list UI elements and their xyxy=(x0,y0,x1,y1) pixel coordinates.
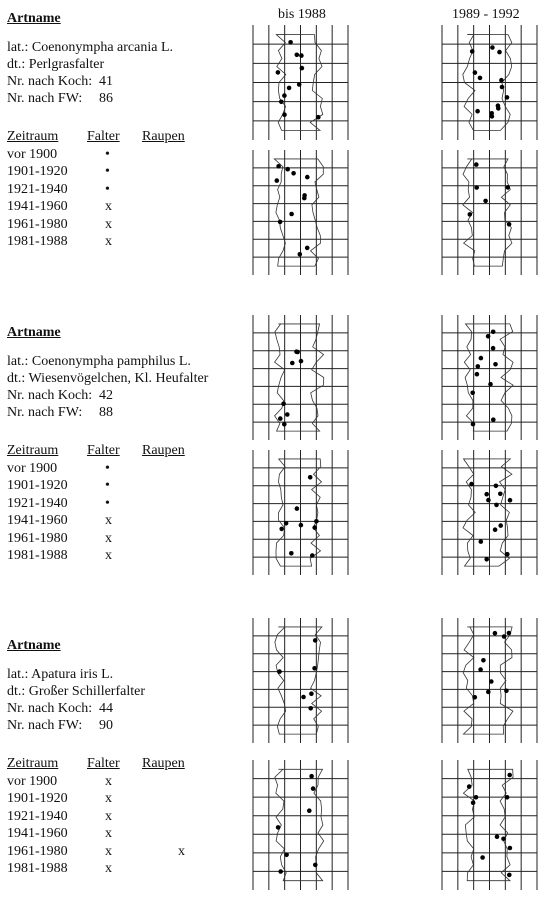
occurrence-dot xyxy=(475,372,480,377)
occurrence-dot xyxy=(506,185,511,190)
raupen-cell xyxy=(160,233,238,251)
latin-name: lat.: Coenonympha pamphilus L. xyxy=(7,354,191,369)
header-falter: Falter xyxy=(87,129,120,144)
fw-number: 90 xyxy=(99,718,113,733)
table-row xyxy=(7,843,238,861)
occurrence-dot xyxy=(499,78,504,83)
koch-number-line xyxy=(7,387,247,404)
table-row xyxy=(7,181,238,199)
header-falter: Falter xyxy=(87,443,120,458)
occurrence-dot xyxy=(494,484,499,489)
falter-cell: x xyxy=(105,843,112,859)
occurrence-dot xyxy=(493,527,498,532)
header-raupen: Raupen xyxy=(142,129,185,144)
table-row xyxy=(7,790,238,808)
occurrence-dot xyxy=(473,70,478,75)
period-cell: 1901-1920 xyxy=(7,164,68,179)
raupen-cell xyxy=(160,181,238,199)
falter-cell: x xyxy=(105,199,112,214)
occurrence-dot xyxy=(295,506,300,511)
occurrence-dot xyxy=(488,382,493,387)
occurrence-dot xyxy=(277,669,282,674)
table-row xyxy=(7,477,238,495)
occurrence-dot xyxy=(291,171,296,176)
occurrence-dot xyxy=(474,185,479,190)
falter-cell: x xyxy=(105,826,112,841)
occurrence-dot xyxy=(469,482,474,487)
map-s3-top-right xyxy=(442,618,537,743)
map-s2-top-left xyxy=(253,315,348,440)
falter-cell: x xyxy=(105,530,112,546)
occurrence-dot xyxy=(288,40,293,45)
falter-cell: x xyxy=(105,216,112,232)
occurrence-dot xyxy=(500,85,505,90)
map-s3-bot-right xyxy=(442,760,537,890)
occurrence-dot xyxy=(309,774,314,779)
period-table xyxy=(7,128,238,251)
koch-number: 41 xyxy=(99,74,113,89)
occurrence-dot xyxy=(314,519,319,524)
occurrence-dot xyxy=(493,631,498,636)
falter-cell: x xyxy=(105,808,112,824)
period-table xyxy=(7,755,238,878)
column-heading-bis-1988: bis 1988 xyxy=(278,7,326,22)
table-row xyxy=(7,216,238,234)
occurrence-dot xyxy=(486,498,491,503)
occurrence-dot xyxy=(299,359,304,364)
header-zeitraum: Zeitraum xyxy=(7,129,59,144)
table-row xyxy=(7,163,238,181)
occurrence-dot xyxy=(312,525,317,530)
occurrence-dot xyxy=(307,808,312,813)
period-cell: 1981-1988 xyxy=(7,234,68,249)
occurrence-dot xyxy=(491,346,496,351)
german-name: dt.: Wiesenvögelchen, Kl. Heufalter xyxy=(7,371,209,386)
header-raupen: Raupen xyxy=(142,443,185,458)
koch-label: Nr. nach Koch: xyxy=(7,388,93,403)
falter-cell: • xyxy=(105,460,110,476)
occurrence-dot xyxy=(281,402,286,407)
occurrence-dot xyxy=(496,106,501,111)
occurrence-dot xyxy=(505,552,510,557)
occurrence-dot xyxy=(301,695,306,700)
period-cell: 1921-1940 xyxy=(7,181,68,197)
occurrence-dot xyxy=(475,109,480,114)
occurrence-dot xyxy=(491,330,496,335)
occurrence-dot xyxy=(476,364,481,369)
falter-cell: x xyxy=(105,548,112,563)
occurrence-dot xyxy=(295,350,300,355)
raupen-cell xyxy=(160,460,238,478)
occurrence-dot xyxy=(313,638,318,643)
fw-number-line xyxy=(7,90,247,107)
period-cell: 1961-1980 xyxy=(7,216,68,232)
fw-label: Nr. nach FW: xyxy=(7,91,83,106)
fw-number: 86 xyxy=(99,91,113,106)
koch-number: 44 xyxy=(99,701,113,716)
artname-heading: Artname xyxy=(7,325,61,340)
raupen-cell: x xyxy=(178,843,185,859)
german-name: dt.: Großer Schillerfalter xyxy=(7,684,146,699)
occurrence-dot xyxy=(490,45,495,50)
occurrence-dot xyxy=(498,523,503,528)
period-cell: 1901-1920 xyxy=(7,478,68,493)
raupen-cell xyxy=(160,477,238,495)
occurrence-dot xyxy=(494,503,499,508)
map-s2-top-right xyxy=(442,315,537,440)
raupen-cell xyxy=(160,790,238,808)
header-falter: Falter xyxy=(87,756,120,771)
occurrence-dot xyxy=(470,391,475,396)
occurrence-dot xyxy=(478,667,483,672)
occurrence-dot xyxy=(495,834,500,839)
table-row xyxy=(7,460,238,478)
occurrence-dot xyxy=(276,825,281,830)
occurrence-dot xyxy=(486,334,491,339)
falter-cell: • xyxy=(105,478,110,493)
occurrence-dot xyxy=(486,690,491,695)
occurrence-dot xyxy=(471,800,476,805)
period-table-header xyxy=(7,442,238,460)
occurrence-dot xyxy=(473,695,478,700)
period-cell: 1961-1980 xyxy=(7,843,68,859)
table-row xyxy=(7,547,238,565)
occurrence-dot xyxy=(468,212,473,217)
occurrence-dot xyxy=(505,795,510,800)
occurrence-dot xyxy=(282,422,287,427)
period-table xyxy=(7,442,238,565)
occurrence-dot xyxy=(507,773,512,778)
occurrence-dot xyxy=(505,95,510,100)
period-cell: 1981-1988 xyxy=(7,861,68,876)
period-table-header xyxy=(7,128,238,146)
occurrence-dot xyxy=(284,853,289,858)
map-s1-top-right xyxy=(442,25,537,140)
raupen-cell xyxy=(160,163,238,181)
occurrence-dot xyxy=(479,539,484,544)
occurrence-dot xyxy=(507,222,512,227)
raupen-cell xyxy=(160,547,238,565)
table-row xyxy=(7,233,238,251)
species-block-2 xyxy=(7,324,247,563)
raupen-cell xyxy=(160,808,238,826)
occurrence-dot xyxy=(310,553,315,558)
occurrence-dot xyxy=(489,679,494,684)
falter-cell: x xyxy=(105,791,112,806)
falter-cell: • xyxy=(105,164,110,179)
occurrence-dot xyxy=(467,784,472,789)
period-cell: 1941-1960 xyxy=(7,826,68,841)
occurrence-dot xyxy=(278,220,283,225)
period-cell: vor 1900 xyxy=(7,773,58,789)
period-cell: 1941-1960 xyxy=(7,199,68,214)
occurrence-dot xyxy=(300,66,305,71)
occurrence-dot xyxy=(276,70,281,75)
occurrence-dot xyxy=(278,416,283,421)
period-cell: vor 1900 xyxy=(7,460,58,476)
occurrence-dot xyxy=(480,855,485,860)
map-s2-bot-right xyxy=(442,450,537,575)
occurrence-dot xyxy=(474,795,479,800)
fw-label: Nr. nach FW: xyxy=(7,718,83,733)
species-block-3 xyxy=(7,637,247,876)
koch-label: Nr. nach Koch: xyxy=(7,74,93,89)
table-row xyxy=(7,146,238,164)
period-cell: 1981-1988 xyxy=(7,548,68,563)
region-outline xyxy=(463,459,512,566)
occurrence-dot xyxy=(481,658,486,663)
region-outline xyxy=(276,459,322,566)
map-s1-top-left xyxy=(253,25,348,140)
occurrence-dot xyxy=(298,252,303,257)
occurrence-dot xyxy=(282,93,287,98)
map-s1-bot-left xyxy=(253,150,348,275)
occurrence-dot xyxy=(309,691,314,696)
fw-number: 88 xyxy=(99,405,113,420)
header-raupen: Raupen xyxy=(142,756,185,771)
occurrence-dot xyxy=(285,167,290,172)
falter-cell: • xyxy=(105,181,110,197)
table-row xyxy=(7,198,238,216)
header-zeitraum: Zeitraum xyxy=(7,756,59,771)
occurrence-dot xyxy=(484,557,489,562)
period-cell: 1921-1940 xyxy=(7,808,68,824)
falter-cell: x xyxy=(105,234,112,249)
raupen-cell xyxy=(160,495,238,513)
table-row xyxy=(7,860,238,878)
occurrence-dot xyxy=(508,846,513,851)
table-row xyxy=(7,773,238,791)
artname-heading: Artname xyxy=(7,638,61,653)
table-row xyxy=(7,512,238,530)
map-s2-bot-left xyxy=(253,450,348,575)
koch-number-line xyxy=(7,700,247,717)
map-s1-bot-right xyxy=(442,150,537,275)
raupen-cell xyxy=(160,512,238,530)
occurrence-dot xyxy=(483,199,488,204)
raupen-cell xyxy=(160,198,238,216)
occurrence-dot xyxy=(276,164,281,169)
occurrence-dot xyxy=(313,863,318,868)
occurrence-dot xyxy=(501,837,506,842)
table-row xyxy=(7,530,238,548)
occurrence-dot xyxy=(275,178,280,183)
occurrence-dot xyxy=(508,498,513,503)
occurrence-dot xyxy=(289,212,294,217)
period-cell: vor 1900 xyxy=(7,146,58,162)
raupen-cell xyxy=(160,825,238,843)
occurrence-dot xyxy=(282,112,287,117)
occurrence-dot xyxy=(305,175,310,180)
occurrence-dot xyxy=(498,492,503,497)
occurrence-dot xyxy=(305,246,310,251)
period-cell: 1941-1960 xyxy=(7,513,68,528)
table-row xyxy=(7,808,238,826)
occurrence-dot xyxy=(284,521,289,526)
occurrence-dot xyxy=(470,49,475,54)
occurrence-dot xyxy=(507,631,512,636)
occurrence-dot xyxy=(471,422,476,427)
occurrence-dot xyxy=(316,115,321,120)
period-cell: 1921-1940 xyxy=(7,495,68,511)
occurrence-dot xyxy=(279,100,284,105)
occurrence-dot xyxy=(484,492,489,497)
occurrence-dot xyxy=(474,162,479,167)
period-cell: 1961-1980 xyxy=(7,530,68,546)
falter-cell: x xyxy=(105,773,112,789)
occurrence-dot xyxy=(287,86,292,91)
occurrence-dot xyxy=(489,111,494,116)
raupen-cell xyxy=(160,530,238,548)
latin-name: lat.: Apatura iris L. xyxy=(7,667,114,682)
falter-cell: x xyxy=(105,513,112,528)
falter-cell: • xyxy=(105,495,110,511)
species-block-1 xyxy=(7,10,247,249)
occurrence-dot xyxy=(312,666,317,671)
map-s3-top-left xyxy=(253,618,348,743)
occurrence-dot xyxy=(289,551,294,556)
artname-heading: Artname xyxy=(7,11,61,26)
occurrence-dot xyxy=(290,361,295,366)
occurrence-dot xyxy=(278,869,283,874)
occurrence-dot xyxy=(302,193,307,198)
occurrence-dot xyxy=(504,689,509,694)
period-table-header xyxy=(7,755,238,773)
occurrence-dot xyxy=(311,786,316,791)
table-row xyxy=(7,825,238,843)
occurrence-dot xyxy=(308,706,313,711)
header-zeitraum: Zeitraum xyxy=(7,443,59,458)
occurrence-dot xyxy=(478,76,483,81)
occurrence-dot xyxy=(497,50,502,55)
falter-cell: • xyxy=(105,146,110,162)
latin-name: lat.: Coenonympha arcania L. xyxy=(7,40,173,55)
occurrence-dot xyxy=(493,362,498,367)
koch-number: 42 xyxy=(99,388,113,403)
occurrence-dot xyxy=(299,523,304,528)
koch-number-line xyxy=(7,73,247,90)
falter-cell: x xyxy=(105,861,112,876)
occurrence-dot xyxy=(279,527,284,532)
koch-label: Nr. nach Koch: xyxy=(7,701,93,716)
raupen-cell xyxy=(160,216,238,234)
occurrence-dot xyxy=(507,873,512,878)
fw-number-line xyxy=(7,717,247,734)
occurrence-dot xyxy=(299,53,304,58)
period-cell: 1901-1920 xyxy=(7,791,68,806)
occurrence-dot xyxy=(297,82,302,87)
region-outline xyxy=(275,627,322,734)
occurrence-dot xyxy=(479,356,484,361)
fw-label: Nr. nach FW: xyxy=(7,405,83,420)
map-s3-bot-left xyxy=(253,760,348,890)
german-name: dt.: Perlgrasfalter xyxy=(7,57,105,72)
column-heading-1989-1992: 1989 - 1992 xyxy=(452,7,520,22)
fw-number-line xyxy=(7,404,247,421)
raupen-cell xyxy=(160,773,238,791)
occurrence-dot xyxy=(491,417,496,422)
table-row xyxy=(7,495,238,513)
raupen-cell xyxy=(160,146,238,164)
occurrence-dot xyxy=(295,53,300,58)
raupen-cell xyxy=(160,860,238,878)
occurrence-dot xyxy=(308,475,313,480)
occurrence-dot xyxy=(502,634,507,639)
occurrence-dot xyxy=(285,412,290,417)
